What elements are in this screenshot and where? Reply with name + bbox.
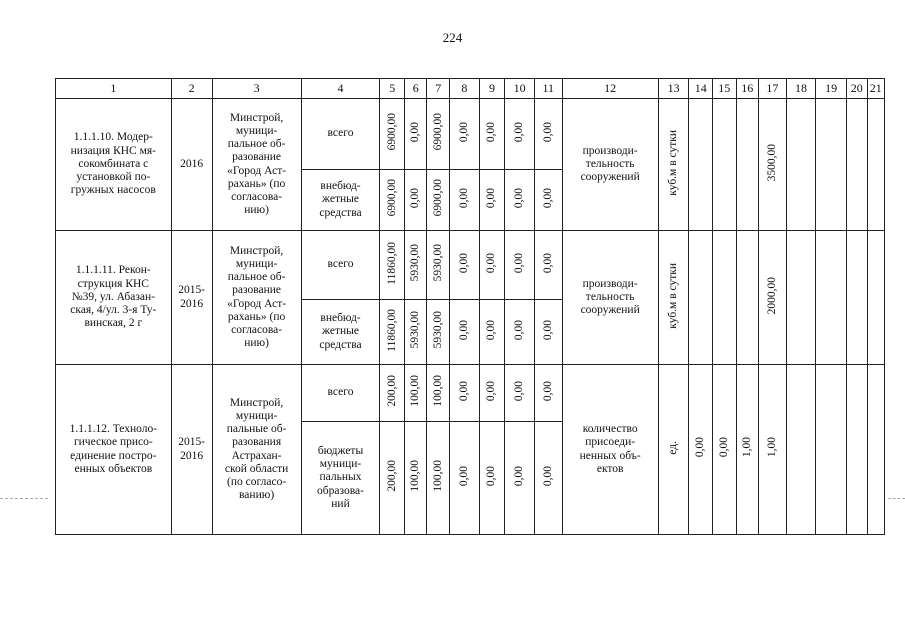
amount-cell-11 <box>534 422 562 535</box>
amount-cell-8 <box>450 365 480 422</box>
amount-cell-5-text: 6900,00 <box>385 179 398 217</box>
unit-cell <box>658 365 689 535</box>
amount-cell-8-text: 0,00 <box>457 319 470 340</box>
amount-cell-6 <box>404 300 427 365</box>
empty-cell-19 <box>816 365 847 535</box>
target-cell-15 <box>712 231 736 365</box>
amount-cell-8-text: 0,00 <box>457 121 470 142</box>
header-cell-2 <box>171 79 212 99</box>
amount-cell-5 <box>380 300 405 365</box>
amount-cell-6-text: 0,00 <box>409 187 422 208</box>
amount-cell-9 <box>479 231 505 300</box>
header-cell-9-text: 9 <box>488 80 495 95</box>
indicator-cell <box>562 231 658 365</box>
amount-cell-9 <box>479 365 505 422</box>
indicator-cell <box>562 99 658 231</box>
header-cell-17 <box>759 79 787 99</box>
target-cell-15 <box>712 99 736 231</box>
header-cell-20-text: 20 <box>850 80 863 95</box>
amount-cell-7 <box>427 170 450 231</box>
years-cell <box>171 99 212 231</box>
indicator-cell-text: производи- тельность сооружений <box>580 144 640 184</box>
empty-cell-18 <box>786 365 816 535</box>
amount-cell-9 <box>479 99 505 170</box>
amount-cell-10 <box>505 170 535 231</box>
executor-cell <box>212 365 301 535</box>
amount-cell-8-text: 0,00 <box>457 465 470 486</box>
empty-cell-19 <box>816 99 847 231</box>
target-cell-14 <box>689 99 713 231</box>
right-margin-dash <box>888 498 905 499</box>
amount-cell-9-text: 0,00 <box>485 121 498 142</box>
amount-cell-7-text: 5930,00 <box>431 311 444 349</box>
target-cell-16 <box>736 365 759 535</box>
indicator-cell-text: производи- тельность сооружений <box>580 277 640 317</box>
amount-cell-11-text: 0,00 <box>541 319 554 340</box>
amount-cell-5-text: 6900,00 <box>385 113 398 151</box>
unit-cell <box>658 99 689 231</box>
amount-cell-7-text: 6900,00 <box>431 179 444 217</box>
target-cell-17 <box>759 231 787 365</box>
target-cell-17 <box>759 365 787 535</box>
amount-cell-6 <box>404 422 427 535</box>
years-cell <box>171 365 212 535</box>
source-cell-text: бюджеты муници- пальных образова- ний <box>317 444 364 510</box>
header-cell-8 <box>450 79 480 99</box>
amount-cell-10 <box>505 99 535 170</box>
header-cell-1-text: 1 <box>110 80 117 95</box>
header-cell-16-text: 16 <box>741 80 754 95</box>
amount-cell-9-text: 0,00 <box>485 465 498 486</box>
amount-cell-11 <box>534 231 562 300</box>
source-cell <box>301 231 380 300</box>
executor-cell-text: Минстрой, муници- пальное об- разование «Город Аст- рахань» (по согласова- нию) <box>227 244 287 350</box>
amount-cell-6 <box>404 231 427 300</box>
unit-cell <box>658 231 689 365</box>
executor-cell-text: Минстрой, муници- пальные об- разования Астрахан- ской области (по согласо- ванию) <box>224 396 289 502</box>
amount-cell-8 <box>450 300 480 365</box>
amount-cell-9-text: 0,00 <box>485 252 498 273</box>
empty-cell-19 <box>816 231 847 365</box>
header-cell-15-text: 15 <box>718 80 731 95</box>
amount-cell-5 <box>380 99 405 170</box>
target-cell-17-text: 1,00 <box>765 437 778 458</box>
target-cell-14-text: 0,00 <box>694 437 707 458</box>
source-cell-text: всего <box>327 258 354 271</box>
amount-cell-5-text: 200,00 <box>385 460 398 492</box>
amount-cell-8-text: 0,00 <box>457 380 470 401</box>
header-cell-21 <box>867 79 885 99</box>
amount-cell-8 <box>450 170 480 231</box>
target-cell-14 <box>689 231 713 365</box>
target-cell-15 <box>712 365 736 535</box>
amount-cell-6-text: 0,00 <box>409 121 422 142</box>
amount-cell-10-text: 0,00 <box>512 187 525 208</box>
executor-cell-text: Минстрой, муници- пальное об- разование «Город Аст- рахань» (по согласова- нию) <box>227 111 287 217</box>
table-row <box>56 365 885 422</box>
years-cell-text: 2016 <box>180 157 204 170</box>
header-cell-5 <box>380 79 405 99</box>
header-cell-6-text: 6 <box>412 80 419 95</box>
measure-cell-text: 1.1.1.10. Модер- низация КНС мя- сокомбината с установкой по- гружных насосов <box>70 131 156 197</box>
amount-cell-10-text: 0,00 <box>512 319 525 340</box>
amount-cell-9 <box>479 300 505 365</box>
measure-cell <box>56 231 172 365</box>
measure-cell <box>56 99 172 231</box>
amount-cell-10 <box>505 365 535 422</box>
years-cell-text: 2015- 2016 <box>178 284 206 310</box>
target-cell-16-text: 1,00 <box>740 437 753 458</box>
table-row <box>56 99 885 170</box>
indicator-cell-text: количество присоеди- ненных объ- ектов <box>579 423 641 475</box>
empty-cell-18 <box>786 231 816 365</box>
table-row <box>56 231 885 300</box>
amount-cell-10 <box>505 422 535 535</box>
amount-cell-11-text: 0,00 <box>541 380 554 401</box>
header-cell-4 <box>301 79 380 99</box>
amount-cell-10-text: 0,00 <box>512 380 525 401</box>
empty-cell-21 <box>867 365 885 535</box>
unit-cell-text: куб.м в сутки <box>666 129 679 196</box>
header-cell-16 <box>736 79 759 99</box>
measure-cell <box>56 365 172 535</box>
header-cell-5-text: 5 <box>389 80 396 95</box>
amount-cell-5-text: 200,00 <box>385 375 398 407</box>
amount-cell-9 <box>479 170 505 231</box>
header-cell-7-text: 7 <box>435 80 442 95</box>
amount-cell-5 <box>380 422 405 535</box>
amount-cell-10-text: 0,00 <box>512 465 525 486</box>
header-cell-21-text: 21 <box>869 80 882 95</box>
left-margin-dash <box>0 498 48 499</box>
source-cell <box>301 422 380 535</box>
empty-cell-21 <box>867 231 885 365</box>
source-cell-text: всего <box>327 386 354 399</box>
empty-cell-20 <box>847 99 867 231</box>
amount-cell-9 <box>479 422 505 535</box>
amount-cell-7-text: 6900,00 <box>431 113 444 151</box>
amount-cell-7 <box>427 365 450 422</box>
header-cell-17-text: 17 <box>766 80 779 95</box>
amount-cell-9-text: 0,00 <box>485 319 498 340</box>
amount-cell-6 <box>404 170 427 231</box>
target-cell-15-text: 0,00 <box>717 437 730 458</box>
executor-cell <box>212 231 301 365</box>
target-cell-14 <box>689 365 713 535</box>
header-cell-12 <box>562 79 658 99</box>
unit-cell-text: ед. <box>666 440 679 455</box>
amount-cell-11-text: 0,00 <box>541 465 554 486</box>
empty-cell-20 <box>847 365 867 535</box>
amount-cell-6-text: 5930,00 <box>409 311 422 349</box>
amount-cell-7-text: 5930,00 <box>431 244 444 282</box>
header-cell-19 <box>816 79 847 99</box>
target-cell-16 <box>736 99 759 231</box>
header-cell-13-text: 13 <box>667 80 680 95</box>
amount-cell-10-text: 0,00 <box>512 252 525 273</box>
amount-cell-7-text: 100,00 <box>431 375 444 407</box>
amount-cell-7 <box>427 422 450 535</box>
source-cell-text: всего <box>327 127 354 140</box>
header-cell-14-text: 14 <box>694 80 707 95</box>
amount-cell-11-text: 0,00 <box>541 187 554 208</box>
amount-cell-8 <box>450 422 480 535</box>
amount-cell-10 <box>505 231 535 300</box>
years-cell-text: 2015- 2016 <box>178 436 206 462</box>
amount-cell-8-text: 0,00 <box>457 187 470 208</box>
source-cell-text: внебюд- жетные средства <box>319 180 362 219</box>
header-cell-6 <box>404 79 427 99</box>
amount-cell-6-text: 100,00 <box>409 375 422 407</box>
amount-cell-11 <box>534 300 562 365</box>
empty-cell-20 <box>847 231 867 365</box>
header-cell-3-text: 3 <box>253 80 260 95</box>
amount-cell-9-text: 0,00 <box>485 380 498 401</box>
empty-cell-18 <box>786 99 816 231</box>
years-cell <box>171 231 212 365</box>
header-cell-14 <box>689 79 713 99</box>
header-cell-11 <box>534 79 562 99</box>
amount-cell-7 <box>427 99 450 170</box>
source-cell-text: внебюд- жетные средства <box>319 312 362 351</box>
source-cell <box>301 170 380 231</box>
header-cell-1 <box>56 79 172 99</box>
header-cell-12-text: 12 <box>604 80 617 95</box>
amount-cell-8-text: 0,00 <box>457 252 470 273</box>
header-cell-13 <box>658 79 689 99</box>
header-cell-11-text: 11 <box>542 80 555 95</box>
measure-cell-text: 1.1.1.12. Техноло- гическое присо- единение постро- енных объектов <box>69 423 158 475</box>
measure-cell-text: 1.1.1.11. Рекон- струкция КНС №39, ул. Абазан- ская, 4/ул. 3-я Ту- винская, 2 г <box>70 264 157 330</box>
header-cell-15 <box>712 79 736 99</box>
header-row <box>56 79 885 99</box>
header-cell-8-text: 8 <box>461 80 468 95</box>
amount-cell-5 <box>380 231 405 300</box>
amount-cell-8 <box>450 99 480 170</box>
program-measures-table <box>55 78 885 535</box>
amount-cell-8 <box>450 231 480 300</box>
amount-cell-6 <box>404 365 427 422</box>
amount-cell-5 <box>380 170 405 231</box>
source-cell <box>301 365 380 422</box>
header-cell-10 <box>505 79 535 99</box>
header-cell-20 <box>847 79 867 99</box>
header-cell-4-text: 4 <box>337 80 344 95</box>
amount-cell-11 <box>534 170 562 231</box>
amount-cell-7-text: 100,00 <box>431 460 444 492</box>
target-cell-17-text: 3500,00 <box>765 143 778 182</box>
amount-cell-9-text: 0,00 <box>485 187 498 208</box>
amount-cell-5-text: 11860,00 <box>385 241 398 285</box>
header-cell-2-text: 2 <box>188 80 195 95</box>
header-cell-19-text: 19 <box>825 80 838 95</box>
source-cell <box>301 99 380 170</box>
amount-cell-6-text: 5930,00 <box>409 244 422 282</box>
amount-cell-6-text: 100,00 <box>409 460 422 492</box>
page-number: 224 <box>442 30 463 45</box>
header-cell-9 <box>479 79 505 99</box>
amount-cell-7 <box>427 231 450 300</box>
amount-cell-5-text: 11860,00 <box>385 308 398 352</box>
amount-cell-10-text: 0,00 <box>512 121 525 142</box>
indicator-cell <box>562 365 658 535</box>
header-cell-10-text: 10 <box>513 80 526 95</box>
header-cell-18 <box>786 79 816 99</box>
target-cell-17-text: 2000,00 <box>765 276 778 315</box>
amount-cell-11-text: 0,00 <box>541 252 554 273</box>
header-cell-18-text: 18 <box>794 80 807 95</box>
amount-cell-6 <box>404 99 427 170</box>
executor-cell <box>212 99 301 231</box>
amount-cell-11 <box>534 99 562 170</box>
header-cell-3 <box>212 79 301 99</box>
header-cell-7 <box>427 79 450 99</box>
target-cell-16 <box>736 231 759 365</box>
empty-cell-21 <box>867 99 885 231</box>
unit-cell-text: куб.м в сутки <box>666 262 679 329</box>
source-cell <box>301 300 380 365</box>
amount-cell-5 <box>380 365 405 422</box>
amount-cell-7 <box>427 300 450 365</box>
target-cell-17 <box>759 99 787 231</box>
amount-cell-11 <box>534 365 562 422</box>
amount-cell-10 <box>505 300 535 365</box>
amount-cell-11-text: 0,00 <box>541 121 554 142</box>
